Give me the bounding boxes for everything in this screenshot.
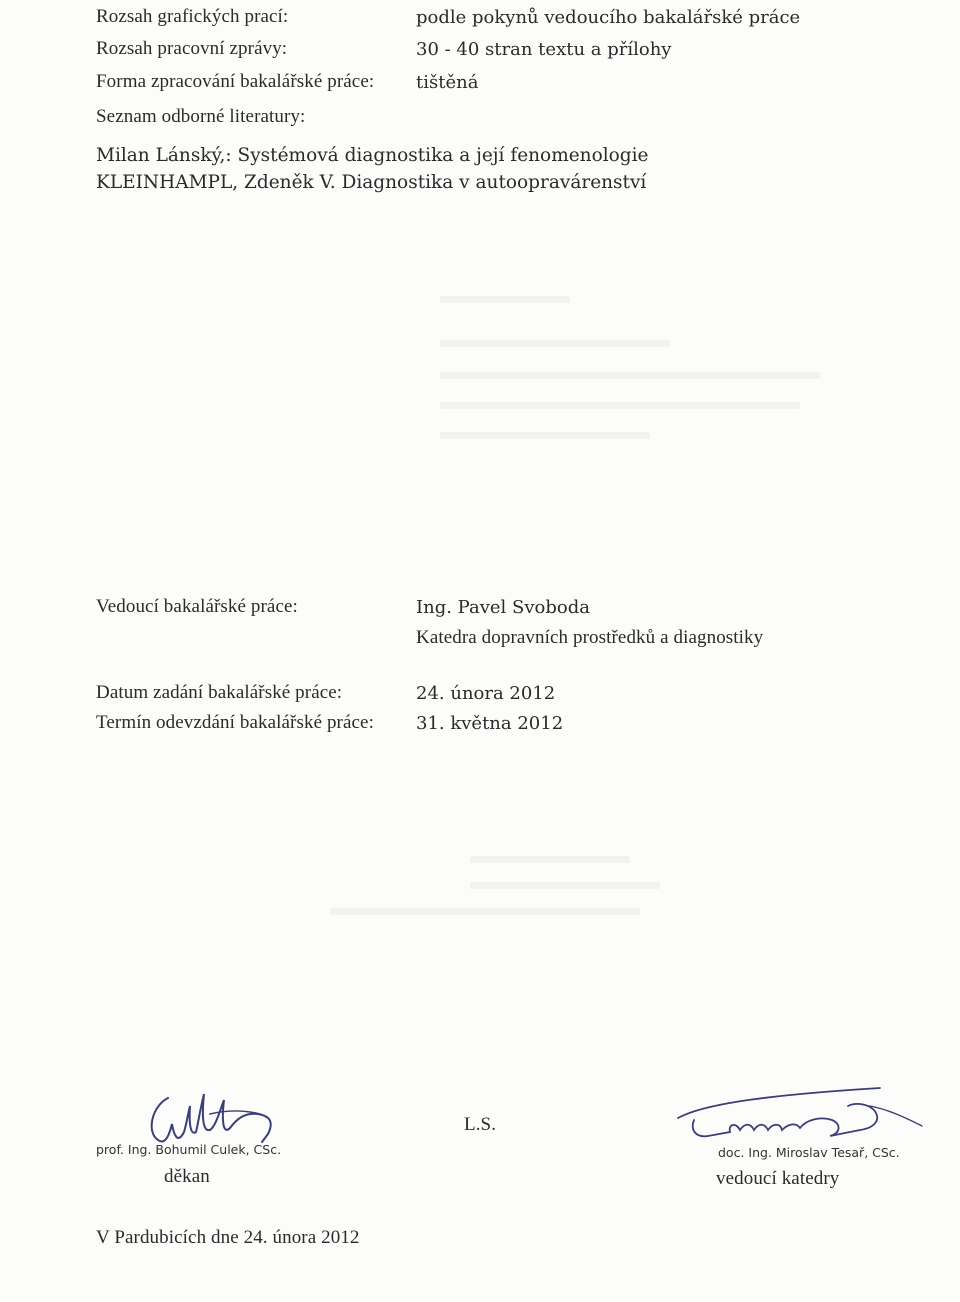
supervisor-label: Vedoucí bakalářské práce: <box>96 596 298 617</box>
bleed-through-mark <box>440 340 670 347</box>
literature-item: Milan Lánský,: Systémová diagnostika a její fenomenologie <box>96 145 649 166</box>
bleed-through-mark <box>440 296 570 303</box>
dean-name: prof. Ing. Bohumil Culek, CSc. <box>96 1142 282 1157</box>
supervisor-name: Ing. Pavel Svoboda <box>416 597 590 618</box>
dean-title: děkan <box>164 1166 210 1187</box>
bleed-through-mark <box>440 372 820 379</box>
bleed-through-mark <box>440 402 800 409</box>
seal-placeholder: L.S. <box>464 1114 497 1135</box>
due-date-value: 31. května 2012 <box>416 713 564 734</box>
form-value: tištěná <box>416 72 479 93</box>
form-label: Forma zpracování bakalářské práce: <box>96 71 375 92</box>
assigned-date-value: 24. února 2012 <box>416 683 556 704</box>
supervisor-department: Katedra dopravních prostředků a diagnostiky <box>416 627 764 648</box>
bleed-through-mark <box>470 856 630 863</box>
head-name: doc. Ing. Miroslav Tesař, CSc. <box>718 1145 900 1160</box>
due-date-label: Termín odevzdání bakalářské práce: <box>96 712 374 733</box>
graphics-scope-value: podle pokynů vedoucího bakalářské práce <box>416 7 801 28</box>
literature-label: Seznam odborné literatury: <box>96 106 306 127</box>
place-and-date: V Pardubicích dne 24. února 2012 <box>96 1227 360 1248</box>
assigned-date-label: Datum zadání bakalářské práce: <box>96 682 343 703</box>
report-scope-label: Rozsah pracovní zprávy: <box>96 38 288 59</box>
literature-item: KLEINHAMPL, Zdeněk V. Diagnostika v autoopravárenství <box>96 172 647 193</box>
bleed-through-mark <box>330 908 640 915</box>
bleed-through-mark <box>440 432 650 439</box>
bleed-through-mark <box>470 882 660 889</box>
graphics-scope-label: Rozsah grafických prací: <box>96 6 289 27</box>
report-scope-value: 30 - 40 stran textu a přílohy <box>416 39 672 60</box>
head-signature <box>670 1080 930 1150</box>
head-title: vedoucí katedry <box>716 1168 840 1189</box>
